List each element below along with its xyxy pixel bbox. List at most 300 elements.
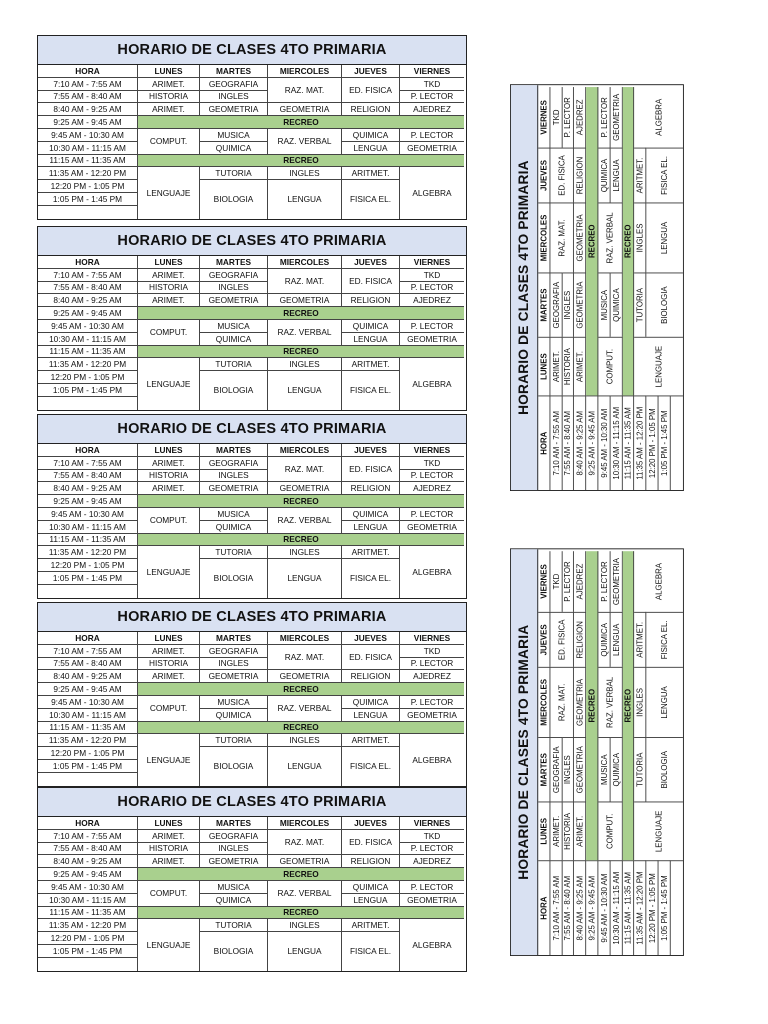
subject-cell: RAZ. MAT. — [550, 667, 574, 737]
subject-cell: LENGUA — [610, 612, 622, 667]
time-cell-empty — [671, 395, 683, 490]
time-cell: 7:55 AM - 8:40 AM — [38, 843, 138, 856]
subject-cell: LENGUA — [268, 932, 342, 970]
subject-cell: INGLES — [200, 282, 268, 295]
header-miercoles: MIERCOLES — [268, 817, 342, 830]
subject-cell: ALGEBRA — [653, 98, 664, 136]
subject-cell: FISICA EL. — [342, 180, 400, 218]
subject-cell: RELIGION — [342, 103, 400, 116]
time-cell: 8:40 AM - 9:25 AM — [38, 670, 138, 683]
header-jueves: JUEVES — [342, 817, 400, 830]
subject-cell: ARIMET. — [138, 645, 200, 658]
header-jueves: JUEVES — [342, 256, 400, 269]
time-cell: 7:10 AM - 7:55 AM — [38, 830, 138, 843]
subject-cell: TKD — [400, 645, 464, 658]
subject-cell: ED. FISICA — [342, 830, 400, 856]
subject-cell: HISTORIA — [138, 658, 200, 671]
subject-cell: INGLES — [268, 919, 342, 932]
subject-cell: ARITMET. — [634, 612, 646, 667]
subject-cell: GEOMETRIA — [200, 294, 268, 307]
subject-cell: AJEDREZ — [574, 551, 586, 612]
subject-cell: ALGEBRA — [412, 939, 452, 950]
subject-cell: GEOGRAFIA — [200, 78, 268, 91]
subject-cell: GEOMETRIA — [400, 333, 464, 346]
subject-cell: COMPUT. — [138, 129, 200, 155]
header-hora: HORA — [538, 860, 550, 955]
subject-cell: TKD — [400, 78, 464, 91]
time-cell: 9:25 AM - 9:45 AM — [38, 683, 138, 696]
subject-cell: TUTORIA — [200, 358, 268, 371]
time-cell: 9:45 AM - 10:30 AM — [598, 860, 610, 955]
subject-cell: GEOMETRIA — [574, 202, 586, 272]
recreo-band: RECREO — [138, 907, 464, 920]
time-cell: 7:10 AM - 7:55 AM — [550, 395, 562, 490]
subject-cell: LENGUA — [268, 371, 342, 409]
header-miercoles: MIERCOLES — [268, 256, 342, 269]
schedule-card — [37, 35, 467, 220]
subject-cell: HISTORIA — [138, 282, 200, 295]
header-martes: MARTES — [200, 65, 268, 78]
time-cell-empty — [38, 958, 138, 971]
subject-cell: RAZ. MAT. — [268, 457, 342, 483]
subject-cell: AJEDREZ — [400, 670, 464, 683]
header-jueves: JUEVES — [538, 612, 550, 667]
subject-cell: P. LECTOR — [400, 508, 464, 521]
header-viernes: VIERNES — [400, 817, 464, 830]
subject-cell: BIOLOGIA — [200, 180, 268, 218]
header-miercoles: MIERCOLES — [268, 444, 342, 457]
schedule-table — [38, 444, 466, 598]
subject-cell: LENGUAJE — [138, 546, 200, 597]
subject-cell: TKD — [400, 269, 464, 282]
header-hora: HORA — [38, 256, 138, 269]
subject-cell: COMPUT. — [138, 696, 200, 722]
subject-cell: LENGUA — [268, 180, 342, 218]
time-cell: 8:40 AM - 9:25 AM — [574, 860, 586, 955]
subject-cell: ALGEBRA — [653, 562, 664, 601]
time-cell: 11:15 AM - 11:35 AM — [38, 346, 138, 359]
subject-cell: ED. FISICA — [342, 645, 400, 671]
subject-cell: RAZ. MAT. — [268, 645, 342, 671]
header-miercoles: MIERCOLES — [268, 632, 342, 645]
subject-cell: ARIMET. — [138, 670, 200, 683]
time-cell: 10:30 AM - 11:15 AM — [38, 521, 138, 534]
subject-cell: INGLES — [200, 91, 268, 104]
time-cell: 11:15 AM - 11:35 AM — [38, 155, 138, 168]
recreo-band: RECREO — [586, 87, 598, 395]
time-cell-empty — [671, 860, 683, 955]
schedule-table — [38, 256, 466, 410]
time-cell: 9:45 AM - 10:30 AM — [38, 881, 138, 894]
subject-cell: GEOMETRIA — [610, 551, 622, 612]
subject-cell: MUSICA — [598, 737, 610, 801]
time-cell: 11:15 AM - 11:35 AM — [622, 395, 634, 490]
subject-cell: QUIMICA — [610, 737, 622, 801]
schedule-title: HORARIO DE CLASES 4TO PRIMARIA — [38, 36, 466, 65]
header-hora: HORA — [38, 65, 138, 78]
subject-cell: GEOMETRIA — [268, 670, 342, 683]
time-cell: 9:45 AM - 10:30 AM — [38, 129, 138, 142]
header-hora: HORA — [538, 395, 550, 490]
subject-cell: MUSICA — [200, 320, 268, 333]
subject-cell: QUIMICA — [200, 142, 268, 155]
subject-cell: HISTORIA — [562, 337, 574, 396]
time-cell: 7:10 AM - 7:55 AM — [38, 457, 138, 470]
subject-cell: INGLES — [562, 272, 574, 336]
header-viernes: VIERNES — [538, 551, 550, 612]
header-jueves: JUEVES — [342, 65, 400, 78]
subject-cell: AJEDREZ — [574, 87, 586, 148]
subject-cell: GEOGRAFIA — [200, 830, 268, 843]
subject-cell: INGLES — [200, 843, 268, 856]
subject-cell: TUTORIA — [200, 546, 268, 559]
subject-cell: QUIMICA — [342, 320, 400, 333]
header-martes: MARTES — [200, 817, 268, 830]
subject-cell: P. LECTOR — [400, 658, 464, 671]
subject-cell: MUSICA — [200, 508, 268, 521]
subject-cell: HISTORIA — [138, 470, 200, 483]
subject-cell: ED. FISICA — [550, 612, 574, 667]
subject-cell: ALGEBRA — [412, 566, 452, 577]
subject-cell: LENGUA — [610, 148, 622, 203]
subject-cell: QUIMICA — [342, 881, 400, 894]
subject-cell: GEOMETRIA — [200, 855, 268, 868]
header-lunes: LUNES — [538, 337, 550, 396]
schedule-table — [538, 85, 682, 490]
header-jueves: JUEVES — [342, 444, 400, 457]
subject-cell: FISICA EL. — [342, 371, 400, 409]
subject-cell: ARIMET. — [550, 337, 562, 396]
subject-cell: FISICA EL. — [646, 148, 682, 203]
time-cell: 9:45 AM - 10:30 AM — [598, 395, 610, 490]
subject-cell: GEOMETRIA — [574, 667, 586, 737]
subject-cell: FISICA EL. — [342, 747, 400, 785]
schedule-card — [510, 84, 683, 491]
time-cell: 8:40 AM - 9:25 AM — [38, 103, 138, 116]
subject-cell: QUIMICA — [200, 333, 268, 346]
subject-cell: ARITMET. — [342, 919, 400, 932]
header-martes: MARTES — [200, 256, 268, 269]
header-viernes: VIERNES — [400, 65, 464, 78]
subject-cell: FISICA EL. — [646, 612, 682, 667]
subject-cell: ARIMET. — [138, 830, 200, 843]
subject-cell: P. LECTOR — [400, 696, 464, 709]
schedule-table — [38, 632, 466, 786]
header-martes: MARTES — [200, 444, 268, 457]
subject-cell: P. LECTOR — [400, 843, 464, 856]
time-cell: 7:55 AM - 8:40 AM — [562, 395, 574, 490]
schedule-card — [37, 414, 467, 599]
subject-cell: LENGUAJE — [138, 734, 200, 785]
subject-cell: TUTORIA — [200, 167, 268, 180]
header-viernes: VIERNES — [538, 87, 550, 148]
subject-cell: INGLES — [268, 358, 342, 371]
subject-cell: GEOMETRIA — [268, 294, 342, 307]
subject-cell: ED. FISICA — [342, 78, 400, 104]
header-hora: HORA — [38, 817, 138, 830]
recreo-band: RECREO — [138, 534, 464, 547]
time-cell: 7:10 AM - 7:55 AM — [550, 860, 562, 955]
subject-cell: RAZ. MAT. — [550, 202, 574, 272]
subject-cell: INGLES — [268, 167, 342, 180]
header-viernes: VIERNES — [400, 256, 464, 269]
subject-cell: P. LECTOR — [400, 320, 464, 333]
subject-cell: P. LECTOR — [400, 129, 464, 142]
header-lunes: LUNES — [138, 256, 200, 269]
schedule-table — [38, 65, 466, 219]
header-jueves: JUEVES — [342, 632, 400, 645]
subject-cell: AJEDREZ — [400, 294, 464, 307]
schedule-title: HORARIO DE CLASES 4TO PRIMARIA — [38, 227, 466, 256]
schedule-table — [538, 549, 682, 955]
subject-cell: RAZ. VERBAL — [598, 202, 622, 272]
header-miercoles: MIERCOLES — [538, 667, 550, 737]
subject-cell: ARITMET. — [342, 167, 400, 180]
subject-cell: TKD — [550, 551, 562, 612]
subject-cell: INGLES — [634, 667, 646, 737]
subject-cell: RAZ. VERBAL — [598, 667, 622, 737]
time-cell-empty — [38, 397, 138, 410]
header-martes: MARTES — [200, 632, 268, 645]
time-cell: 11:35 AM - 12:20 PM — [634, 395, 646, 490]
recreo-band: RECREO — [622, 551, 634, 860]
subject-cell: AJEDREZ — [400, 482, 464, 495]
time-cell: 12:20 PM - 1:05 PM — [38, 371, 138, 384]
header-lunes: LUNES — [138, 444, 200, 457]
subject-cell: ARIMET. — [138, 103, 200, 116]
subject-cell: BIOLOGIA — [200, 747, 268, 785]
subject-cell: TUTORIA — [200, 919, 268, 932]
subject-cell: P. LECTOR — [400, 470, 464, 483]
subject-cell: TUTORIA — [634, 272, 646, 336]
time-cell: 9:45 AM - 10:30 AM — [38, 508, 138, 521]
subject-cell: TKD — [400, 457, 464, 470]
schedule-card — [37, 226, 467, 411]
subject-cell: GEOMETRIA — [268, 855, 342, 868]
subject-cell: GEOMETRIA — [400, 709, 464, 722]
header-hora: HORA — [38, 444, 138, 457]
subject-cell: QUIMICA — [200, 521, 268, 534]
time-cell: 10:30 AM - 11:15 AM — [610, 395, 622, 490]
time-cell: 12:20 PM - 1:05 PM — [38, 180, 138, 193]
subject-cell: LENGUA — [646, 667, 682, 737]
subject-cell: RAZ. MAT. — [268, 830, 342, 856]
subject-cell: LENGUA — [342, 894, 400, 907]
subject-cell: GEOMETRIA — [268, 482, 342, 495]
subject-cell: ALGEBRA — [412, 754, 452, 765]
subject-cell: RAZ. VERBAL — [268, 129, 342, 155]
subject-cell: FISICA EL. — [342, 559, 400, 597]
subject-cell: INGLES — [268, 546, 342, 559]
time-cell: 11:15 AM - 11:35 AM — [38, 534, 138, 547]
time-cell: 11:35 AM - 12:20 PM — [38, 734, 138, 747]
subject-cell: ARIMET. — [138, 294, 200, 307]
schedule-title: HORARIO DE CLASES 4TO PRIMARIA — [511, 549, 538, 955]
time-cell: 8:40 AM - 9:25 AM — [38, 482, 138, 495]
subject-cell: P. LECTOR — [598, 551, 610, 612]
header-martes: MARTES — [538, 272, 550, 336]
subject-cell: QUIMICA — [342, 696, 400, 709]
subject-cell: TUTORIA — [200, 734, 268, 747]
subject-cell: LENGUAJE — [138, 919, 200, 970]
time-cell: 12:20 PM - 1:05 PM — [38, 747, 138, 760]
schedule-table — [38, 817, 466, 971]
subject-cell: LENGUA — [342, 521, 400, 534]
subject-cell: ARIMET. — [138, 855, 200, 868]
subject-cell: RELIGION — [342, 670, 400, 683]
subject-cell: LENGUAJE — [138, 167, 200, 218]
time-cell: 9:45 AM - 10:30 AM — [38, 696, 138, 709]
time-cell: 10:30 AM - 11:15 AM — [38, 333, 138, 346]
subject-cell: BIOLOGIA — [646, 737, 682, 801]
subject-cell: MUSICA — [200, 696, 268, 709]
time-cell-empty — [38, 206, 138, 219]
schedule-card — [37, 787, 467, 972]
subject-cell: P. LECTOR — [400, 282, 464, 295]
header-lunes: LUNES — [138, 65, 200, 78]
time-cell: 11:35 AM - 12:20 PM — [38, 919, 138, 932]
header-hora: HORA — [38, 632, 138, 645]
subject-cell: FISICA EL. — [342, 932, 400, 970]
time-cell: 7:55 AM - 8:40 AM — [38, 91, 138, 104]
subject-cell: RELIGION — [342, 294, 400, 307]
subject-cell: LENGUA — [646, 202, 682, 272]
time-cell: 11:15 AM - 11:35 AM — [38, 722, 138, 735]
time-cell: 7:55 AM - 8:40 AM — [38, 658, 138, 671]
time-cell-empty — [38, 585, 138, 598]
subject-cell: TKD — [400, 830, 464, 843]
subject-cell: INGLES — [562, 737, 574, 801]
time-cell-empty — [38, 773, 138, 786]
schedule-card — [37, 602, 467, 787]
time-cell: 10:30 AM - 11:15 AM — [38, 894, 138, 907]
subject-cell: BIOLOGIA — [200, 559, 268, 597]
time-cell: 9:25 AM - 9:45 AM — [38, 868, 138, 881]
time-cell: 12:20 PM - 1:05 PM — [646, 395, 658, 490]
subject-cell: P. LECTOR — [400, 881, 464, 894]
time-cell: 1:05 PM - 1:45 PM — [38, 572, 138, 585]
time-cell: 10:30 AM - 11:15 AM — [38, 142, 138, 155]
subject-cell: LENGUA — [268, 559, 342, 597]
subject-cell: TUTORIA — [634, 737, 646, 801]
recreo-band: RECREO — [138, 307, 464, 320]
subject-cell: HISTORIA — [562, 801, 574, 860]
subject-cell: QUIMICA — [342, 508, 400, 521]
time-cell: 11:35 AM - 12:20 PM — [38, 167, 138, 180]
subject-cell: ARIMET. — [550, 801, 562, 860]
subject-cell: ED. FISICA — [550, 148, 574, 203]
subject-cell: GEOMETRIA — [610, 87, 622, 148]
recreo-band: RECREO — [622, 87, 634, 395]
subject-cell: QUIMICA — [610, 272, 622, 336]
subject-cell: INGLES — [634, 202, 646, 272]
header-lunes: LUNES — [138, 817, 200, 830]
time-cell: 11:15 AM - 11:35 AM — [38, 907, 138, 920]
time-cell: 12:20 PM - 1:05 PM — [38, 559, 138, 572]
schedule-title: HORARIO DE CLASES 4TO PRIMARIA — [511, 85, 538, 490]
schedule-copy-rotated-1 — [510, 86, 690, 491]
subject-cell: BIOLOGIA — [200, 932, 268, 970]
recreo-band: RECREO — [138, 346, 464, 359]
header-viernes: VIERNES — [400, 444, 464, 457]
subject-cell: HISTORIA — [138, 843, 200, 856]
subject-cell: INGLES — [268, 734, 342, 747]
subject-cell: LENGUAJE — [634, 801, 682, 860]
subject-cell: LENGUA — [342, 333, 400, 346]
subject-cell: RAZ. MAT. — [268, 269, 342, 295]
subject-cell: GEOGRAFIA — [550, 737, 562, 801]
header-martes: MARTES — [538, 737, 550, 801]
time-cell: 1:05 PM - 1:45 PM — [38, 193, 138, 206]
subject-cell: ARIMET. — [138, 78, 200, 91]
header-lunes: LUNES — [538, 801, 550, 860]
time-cell: 11:35 AM - 12:20 PM — [634, 860, 646, 955]
subject-cell: ED. FISICA — [342, 269, 400, 295]
schedule-copy-rotated-2 — [510, 550, 690, 956]
subject-cell: ARITMET. — [342, 734, 400, 747]
time-cell: 9:25 AM - 9:45 AM — [586, 860, 598, 955]
subject-cell: LENGUA — [342, 142, 400, 155]
time-cell: 9:25 AM - 9:45 AM — [38, 116, 138, 129]
time-cell: 1:05 PM - 1:45 PM — [658, 860, 670, 955]
subject-cell: ARITMET. — [634, 148, 646, 203]
schedule-title: HORARIO DE CLASES 4TO PRIMARIA — [38, 415, 466, 444]
subject-cell: BIOLOGIA — [646, 272, 682, 336]
subject-cell: COMPUT. — [138, 320, 200, 346]
subject-cell: GEOGRAFIA — [200, 269, 268, 282]
header-miercoles: MIERCOLES — [538, 202, 550, 272]
subject-cell: RAZ. MAT. — [268, 78, 342, 104]
time-cell: 7:55 AM - 8:40 AM — [38, 282, 138, 295]
subject-cell: RAZ. VERBAL — [268, 508, 342, 534]
schedule-title: HORARIO DE CLASES 4TO PRIMARIA — [38, 603, 466, 632]
subject-cell: QUIMICA — [200, 894, 268, 907]
subject-cell: GEOMETRIA — [574, 272, 586, 336]
subject-cell: COMPUT. — [598, 337, 622, 396]
subject-cell: RAZ. VERBAL — [268, 696, 342, 722]
time-cell: 1:05 PM - 1:45 PM — [658, 395, 670, 490]
subject-cell: GEOMETRIA — [200, 103, 268, 116]
subject-cell: GEOMETRIA — [200, 482, 268, 495]
time-cell: 12:20 PM - 1:05 PM — [646, 860, 658, 955]
subject-cell: ALGEBRA — [412, 378, 452, 389]
header-lunes: LUNES — [138, 632, 200, 645]
recreo-band: RECREO — [586, 551, 598, 860]
subject-cell: MUSICA — [200, 129, 268, 142]
schedule-title: HORARIO DE CLASES 4TO PRIMARIA — [38, 788, 466, 817]
subject-cell: GEOMETRIA — [400, 142, 464, 155]
subject-cell: COMPUT. — [138, 881, 200, 907]
time-cell: 11:35 AM - 12:20 PM — [38, 546, 138, 559]
time-cell: 7:10 AM - 7:55 AM — [38, 78, 138, 91]
time-cell: 8:40 AM - 9:25 AM — [38, 294, 138, 307]
subject-cell: RELIGION — [574, 148, 586, 203]
subject-cell: COMPUT. — [138, 508, 200, 534]
time-cell: 9:45 AM - 10:30 AM — [38, 320, 138, 333]
time-cell: 11:15 AM - 11:35 AM — [622, 860, 634, 955]
subject-cell: RELIGION — [342, 482, 400, 495]
time-cell: 8:40 AM - 9:25 AM — [574, 395, 586, 490]
subject-cell: GEOMETRIA — [268, 103, 342, 116]
time-cell: 7:55 AM - 8:40 AM — [562, 860, 574, 955]
time-cell: 7:10 AM - 7:55 AM — [38, 269, 138, 282]
subject-cell: LENGUAJE — [138, 358, 200, 409]
recreo-band: RECREO — [138, 116, 464, 129]
header-miercoles: MIERCOLES — [268, 65, 342, 78]
subject-cell: ALGEBRA — [412, 187, 452, 198]
time-cell: 7:55 AM - 8:40 AM — [38, 470, 138, 483]
subject-cell: LENGUA — [342, 709, 400, 722]
